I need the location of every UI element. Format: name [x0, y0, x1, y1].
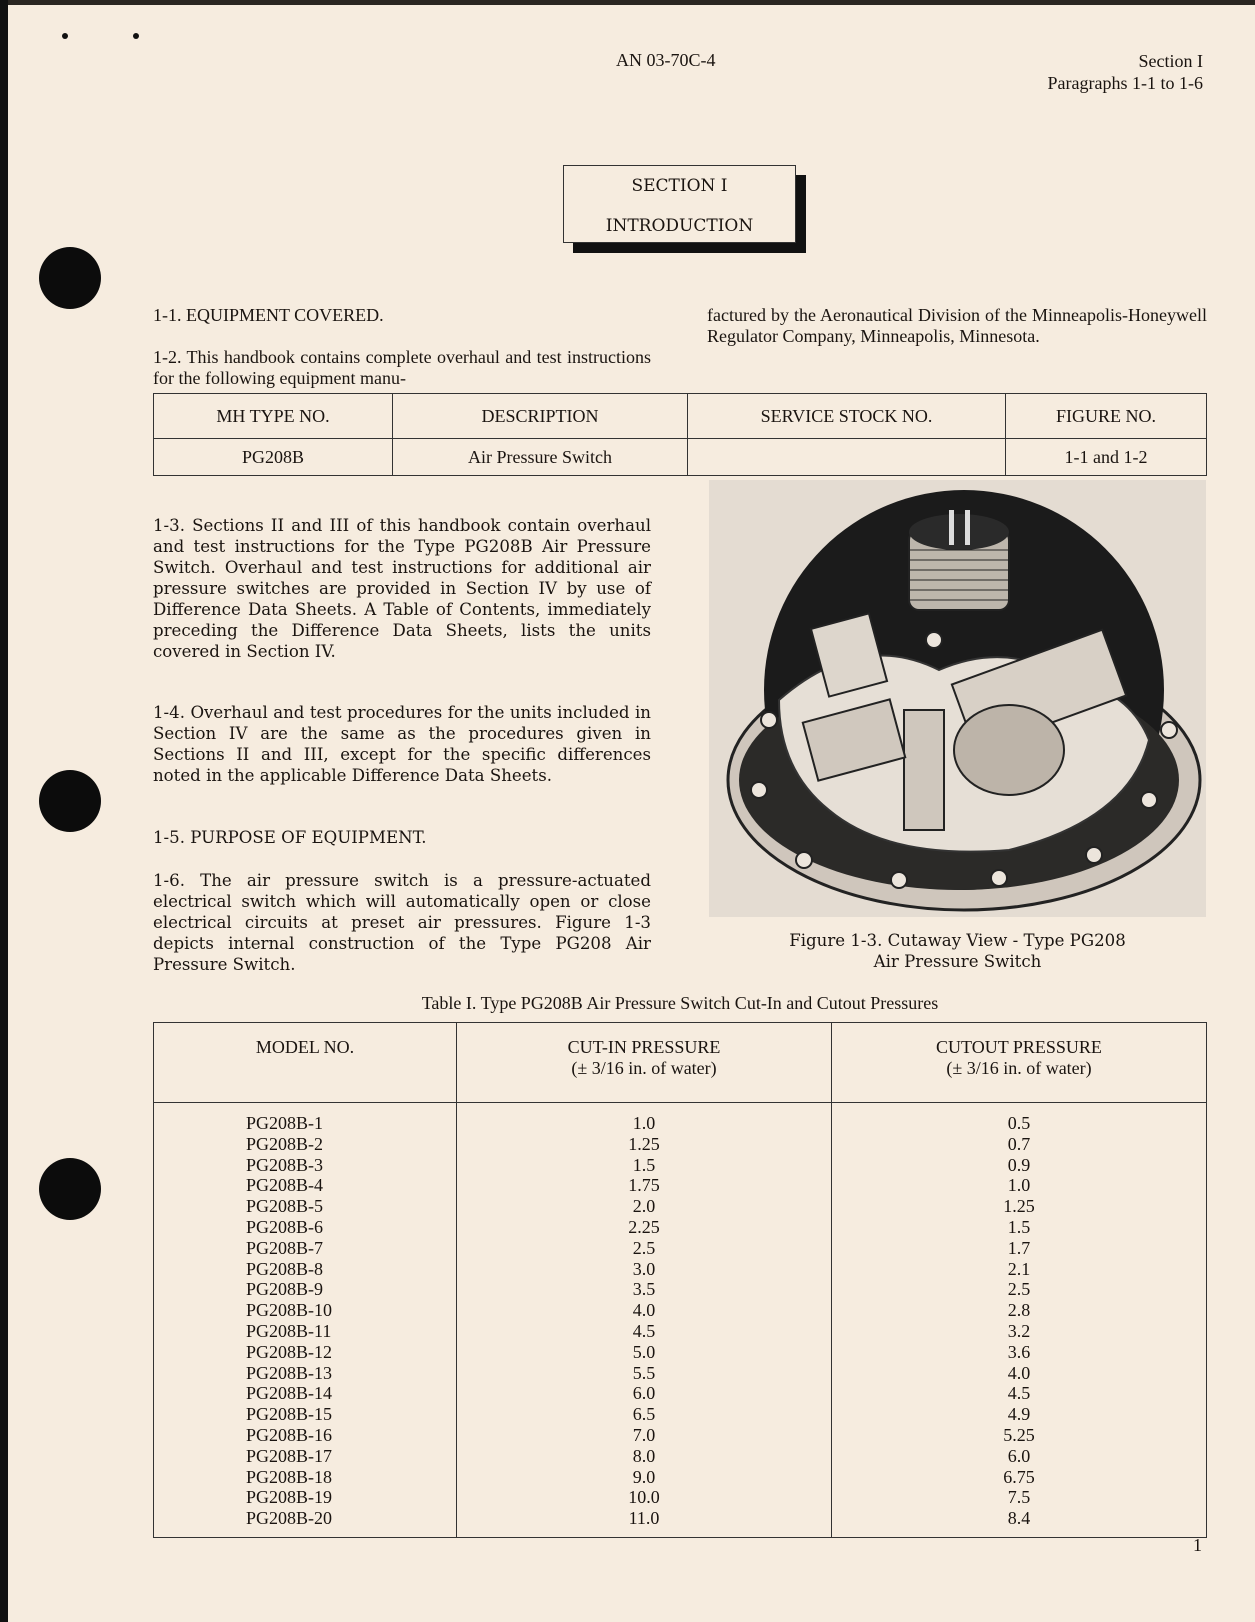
model-cell: PG208B-19	[246, 1487, 333, 1508]
cut-in-cell: 4.5	[457, 1321, 832, 1342]
cutout-cell: 0.9	[832, 1155, 1207, 1176]
model-cell: PG208B-20	[246, 1508, 333, 1529]
cutout-cell: 3.2	[832, 1321, 1207, 1342]
model-cell: PG208B-8	[246, 1258, 324, 1279]
cutout-cell: 2.1	[832, 1259, 1207, 1280]
model-cell: PG208B-10	[246, 1300, 333, 1321]
model-cell: PG208B-14	[246, 1383, 333, 1404]
cut-in-cell: 2.25	[457, 1217, 832, 1238]
model-cell: PG208B-1	[246, 1113, 324, 1133]
table-row	[154, 1487, 1207, 1508]
figure-caption	[709, 930, 1206, 972]
cutout-cell: 4.0	[832, 1363, 1207, 1384]
model-cell: PG208B-13	[246, 1362, 333, 1383]
table-row	[154, 1279, 1207, 1300]
cut-in-cell: 1.25	[457, 1134, 832, 1155]
model-cell: PG208B-5	[246, 1196, 324, 1217]
table-row	[154, 1404, 1207, 1425]
figure-cell: 1-1 and 1-2	[1006, 439, 1207, 476]
caption-line-1: Figure 1-3. Cutaway View - Type PG208	[789, 931, 1126, 950]
paragraph-1-4: 1-4. Overhaul and test procedures for the units included in Section IV are the same as the procedures given in Sections II and III, except for the specific differences noted in the applicable Difference Data Sheets.	[153, 703, 651, 785]
table-row	[154, 1196, 1207, 1217]
table-row	[154, 1467, 1207, 1488]
page-number: 1	[1193, 1535, 1202, 1555]
column-header: FIGURE NO.	[1006, 394, 1207, 439]
pressure-table-body	[154, 1103, 1207, 1538]
section-header	[1048, 50, 1203, 94]
paragraph-1-2: 1-2. This handbook contains complete overhaul and test instructions for the following equipment manu-	[153, 347, 651, 388]
column-header-model	[154, 1023, 457, 1103]
cut-in-cell: 3.5	[457, 1279, 832, 1300]
paragraph-1-3: 1-3. Sections II and III of this handbook contain overhaul and test instructions for the Type PG208B Air Pressure Switch. Overhaul and test instructions for additional air pressure switches are provided in Section IV by use of Difference Data Sheets. A Table of Contents, immediately preceding the Difference Data Sheets, lists the units covered in Section IV.	[153, 516, 651, 661]
model-cell: PG208B-9	[246, 1279, 324, 1300]
cutout-cell: 4.9	[832, 1404, 1207, 1425]
cut-in-cell: 5.5	[457, 1363, 832, 1384]
header-label: CUT-IN PRESSURE	[567, 1037, 721, 1057]
table-row	[154, 1134, 1207, 1155]
caption-line-2: Air Pressure Switch	[873, 952, 1042, 971]
binder-hole	[39, 247, 101, 309]
column-header-cutout	[832, 1023, 1207, 1103]
section-label: Section I	[1138, 51, 1203, 71]
model-cell: PG208B-3	[246, 1154, 324, 1175]
table-row	[154, 1383, 1207, 1404]
cutout-cell: 0.5	[832, 1103, 1207, 1134]
cutout-cell: 5.25	[832, 1425, 1207, 1446]
header-label: MODEL NO.	[255, 1037, 355, 1057]
cutout-cell: 1.5	[832, 1217, 1207, 1238]
cutout-cell: 8.4	[832, 1508, 1207, 1537]
cut-in-cell: 1.0	[457, 1103, 832, 1134]
model-cell: PG208B-12	[246, 1341, 333, 1362]
section-title-box	[563, 165, 796, 243]
column-header-cut-in	[457, 1023, 832, 1103]
pressure-table-title: Table I. Type PG208B Air Pressure Switch Cut-In and Cutout Pressures	[421, 993, 939, 1013]
cutout-cell: 6.75	[832, 1467, 1207, 1488]
cutout-cell: 3.6	[832, 1342, 1207, 1363]
table-row	[154, 439, 1207, 476]
table-row	[154, 1155, 1207, 1176]
header-sublabel: (± 3/16 in. of water)	[571, 1058, 717, 1078]
model-cell: PG208B-7	[246, 1237, 324, 1258]
section-title: INTRODUCTION	[605, 216, 754, 236]
table-row	[154, 1508, 1207, 1537]
cutout-cell: 1.0	[832, 1175, 1207, 1196]
cut-in-cell: 2.5	[457, 1238, 832, 1259]
cutout-cell: 0.7	[832, 1134, 1207, 1155]
model-cell: PG208B-6	[246, 1216, 324, 1237]
table-row	[154, 1300, 1207, 1321]
cutout-cell: 4.5	[832, 1383, 1207, 1404]
column-header: MH TYPE NO.	[154, 394, 393, 439]
cutout-cell: 6.0	[832, 1446, 1207, 1467]
table-row	[154, 1259, 1207, 1280]
punch-mark	[133, 33, 139, 39]
pressure-switch-illustration	[709, 480, 1206, 917]
type-cell: PG208B	[154, 439, 393, 476]
table-row	[154, 1363, 1207, 1384]
heading-equipment-covered: 1-1. EQUIPMENT COVERED.	[153, 305, 384, 325]
cutaway-photo	[709, 480, 1206, 917]
binder-hole	[39, 1158, 101, 1220]
header-label: CUTOUT PRESSURE	[936, 1037, 1102, 1057]
table-row	[154, 1425, 1207, 1446]
paragraph-1-6: 1-6. The air pressure switch is a pressure-actuated electrical switch which will automatically open or close electrical circuits at preset air pressures. Figure 1-3 depicts internal construction of the Type PG208 Air Pressure Switch.	[153, 871, 651, 974]
document-number: AN 03-70C-4	[616, 50, 716, 70]
scan-top-edge	[0, 0, 1255, 5]
table-row	[154, 1342, 1207, 1363]
model-cell: PG208B-15	[246, 1404, 333, 1425]
cutout-cell: 1.7	[832, 1238, 1207, 1259]
cut-in-cell: 6.0	[457, 1383, 832, 1404]
description-cell: Air Pressure Switch	[393, 439, 688, 476]
cut-in-cell: 4.0	[457, 1300, 832, 1321]
binder-hole	[39, 770, 101, 832]
model-cell: PG208B-17	[246, 1445, 333, 1466]
cut-in-cell: 6.5	[457, 1404, 832, 1425]
table-row	[154, 1238, 1207, 1259]
cut-in-cell: 8.0	[457, 1446, 832, 1467]
cutout-cell: 7.5	[832, 1487, 1207, 1508]
cut-in-cell: 2.0	[457, 1196, 832, 1217]
punch-mark	[62, 33, 68, 39]
model-cell: PG208B-11	[246, 1320, 332, 1341]
cut-in-cell: 10.0	[457, 1487, 832, 1508]
model-cell: PG208B-18	[246, 1466, 333, 1487]
heading-purpose-of-equipment: 1-5. PURPOSE OF EQUIPMENT.	[153, 828, 427, 847]
column-header: DESCRIPTION	[393, 394, 688, 439]
pressure-table	[153, 1022, 1207, 1538]
table-row	[154, 1217, 1207, 1238]
table-row	[154, 1175, 1207, 1196]
table-row	[154, 1446, 1207, 1467]
cutout-cell: 2.5	[832, 1279, 1207, 1300]
cut-in-cell: 11.0	[457, 1508, 832, 1537]
paragraph-range: Paragraphs 1-1 to 1-6	[1047, 73, 1203, 93]
section-number: SECTION I	[631, 176, 728, 196]
scan-left-edge	[0, 0, 8, 1622]
cut-in-cell: 1.5	[457, 1155, 832, 1176]
cut-in-cell: 9.0	[457, 1467, 832, 1488]
model-cell: PG208B-2	[246, 1133, 324, 1154]
model-cell: PG208B-16	[246, 1424, 333, 1445]
paragraph-1-2-continued: factured by the Aeronautical Division of the Minneapolis-Honeywell Regulator Company, Minneapolis, Minnesota.	[707, 305, 1207, 346]
header-sublabel: (± 3/16 in. of water)	[946, 1058, 1092, 1078]
stock-cell	[688, 439, 1006, 476]
equipment-table	[153, 393, 1207, 476]
cut-in-cell: 7.0	[457, 1425, 832, 1446]
model-cell: PG208B-4	[246, 1175, 324, 1196]
table-row	[154, 1103, 1207, 1134]
column-header: SERVICE STOCK NO.	[688, 394, 1006, 439]
table-row	[154, 1321, 1207, 1342]
cutout-cell: 1.25	[832, 1196, 1207, 1217]
cut-in-cell: 5.0	[457, 1342, 832, 1363]
cutout-cell: 2.8	[832, 1300, 1207, 1321]
cut-in-cell: 1.75	[457, 1175, 832, 1196]
cut-in-cell: 3.0	[457, 1259, 832, 1280]
